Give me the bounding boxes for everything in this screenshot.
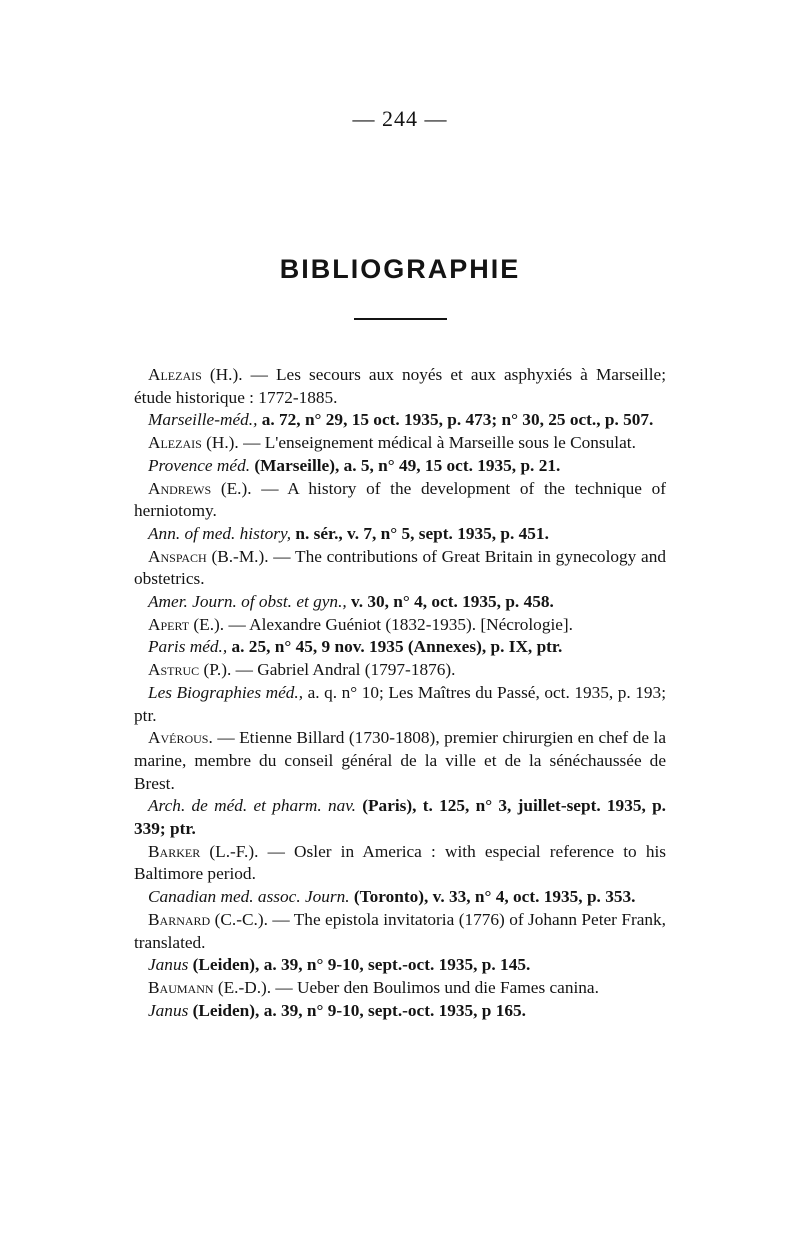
entry-source-line xyxy=(134,591,666,614)
entry-source: (Leiden), a. 39, n° 9-10, sept.-oct. 1935, p. 145. xyxy=(188,955,531,975)
entry-title-line xyxy=(134,364,666,409)
page-number: — 244 — xyxy=(352,106,448,131)
bibliography-entry xyxy=(134,977,666,1022)
entry-source: (Leiden), a. 39, n° 9-10, sept.-oct. 1935, p 165. xyxy=(188,1000,526,1020)
entry-work: — The contributions of Great Britain in gynecology and obstetrics. xyxy=(134,546,666,589)
entry-journal: Provence méd. xyxy=(148,455,251,475)
entry-author: Alezais (H.). xyxy=(148,433,239,453)
entry-journal: Arch. de méd. et pharm. nav. xyxy=(148,796,356,816)
title-rule xyxy=(354,318,447,320)
entry-source: v. 30, n° 4, oct. 1935, p. 458. xyxy=(346,592,554,612)
entry-work: — Gabriel Andral (1797-1876). xyxy=(231,660,456,680)
entry-author: Alezais (H.). xyxy=(148,365,243,384)
entry-title-line xyxy=(134,546,666,591)
entry-journal: Janus xyxy=(148,1000,189,1020)
entry-author: Baumann (E.-D.). xyxy=(148,977,272,997)
entry-journal: Paris méd., xyxy=(148,637,228,657)
entry-source: a. 72, n° 29, 15 oct. 1935, p. 473; n° 30, 25 oct., p. 507. xyxy=(257,410,654,430)
entry-journal: Ann. of med. history, xyxy=(148,523,292,543)
bibliography-entry xyxy=(134,659,666,727)
entry-source-line xyxy=(134,795,666,840)
entry-source-line xyxy=(134,1000,666,1023)
entry-source: (Marseille), a. 5, n° 49, 15 oct. 1935, p. 21. xyxy=(250,455,561,475)
entry-author: Anspach (B.-M.). xyxy=(148,546,269,566)
entry-source-line xyxy=(134,886,666,909)
entry-title-line xyxy=(134,727,666,795)
entry-source-line xyxy=(134,409,666,432)
entry-source-line xyxy=(134,636,666,659)
bibliography-list xyxy=(134,364,666,1022)
entry-source: (Paris), t. 125, n° 3, juillet-sept. 1935, p. 339; ptr. xyxy=(134,796,667,839)
entry-source: (Toronto), v. 33, n° 4, oct. 1935, p. 353. xyxy=(349,887,636,907)
entry-source-line xyxy=(134,523,666,546)
entry-title-line xyxy=(134,909,666,954)
bibliography-entry xyxy=(134,909,666,977)
entry-author: Barker (L.-F.). xyxy=(148,841,259,861)
entry-author: Andrews (E.). xyxy=(148,478,252,498)
entry-work: — The epistola invitatoria (1776) of Johann Peter Frank, translated. xyxy=(134,909,666,952)
entry-work: — Osler in America : with especial reference to his Baltimore period. xyxy=(134,841,667,884)
bibliography-entry xyxy=(134,364,666,432)
entry-journal: Amer. Journ. of obst. et gyn., xyxy=(148,592,347,612)
bibliography-entry xyxy=(134,727,666,841)
entry-work: — Etienne Billard (1730-1808), premier chirurgien en chef de la marine, membre du conseil général de la ville et de la sénéchaussée de Brest. xyxy=(134,728,666,793)
entry-work: — A history of the development of the technique of herniotomy. xyxy=(134,478,666,521)
entry-title-line xyxy=(134,977,666,1000)
entry-journal: Les Biographies méd., xyxy=(148,682,304,702)
entry-work: — Alexandre Guéniot (1832-1935). [Nécrologie]. xyxy=(224,614,574,634)
entry-work: — Les secours aux noyés et aux asphyxiés à Marseille; étude historique : 1772-1885. xyxy=(134,365,667,407)
entry-title-line xyxy=(134,841,666,886)
entry-journal: Janus xyxy=(148,955,189,975)
entry-work: — Ueber den Boulimos und die Fames canina. xyxy=(271,977,599,997)
entry-journal: Canadian med. assoc. Journ. xyxy=(148,887,350,907)
entry-title-line xyxy=(134,478,666,523)
bibliography-entry xyxy=(134,614,666,659)
entry-source-line xyxy=(134,682,666,727)
bibliography-entry xyxy=(134,546,666,614)
entry-author: Barnard (C.-C.). xyxy=(148,909,268,929)
entry-work: — L'enseignement médical à Marseille sous le Consulat. xyxy=(238,433,636,453)
entry-title-line xyxy=(134,432,666,455)
entry-author: Avérous. xyxy=(148,728,213,748)
entry-journal: Marseille-méd., xyxy=(148,410,258,430)
bibliography-entry xyxy=(134,841,666,909)
entry-source-line xyxy=(134,455,666,478)
entry-title-line xyxy=(134,614,666,637)
entry-author: Apert (E.). xyxy=(148,614,225,634)
entry-author: Astruc (P.). xyxy=(148,660,232,680)
entry-source: a. 25, n° 45, 9 nov. 1935 (Annexes), p. IX, ptr. xyxy=(227,637,563,657)
entry-title-line xyxy=(134,659,666,682)
entry-source: n. sér., v. 7, n° 5, sept. 1935, p. 451. xyxy=(291,523,549,543)
bibliography-entry xyxy=(134,432,666,477)
entry-source: a. q. n° 10; Les Maîtres du Passé, oct. 1935, p. 193; ptr. xyxy=(134,682,666,725)
entry-source-line xyxy=(134,954,666,977)
bibliography-entry xyxy=(134,478,666,546)
page-title: BIBLIOGRAPHIE xyxy=(279,254,521,284)
